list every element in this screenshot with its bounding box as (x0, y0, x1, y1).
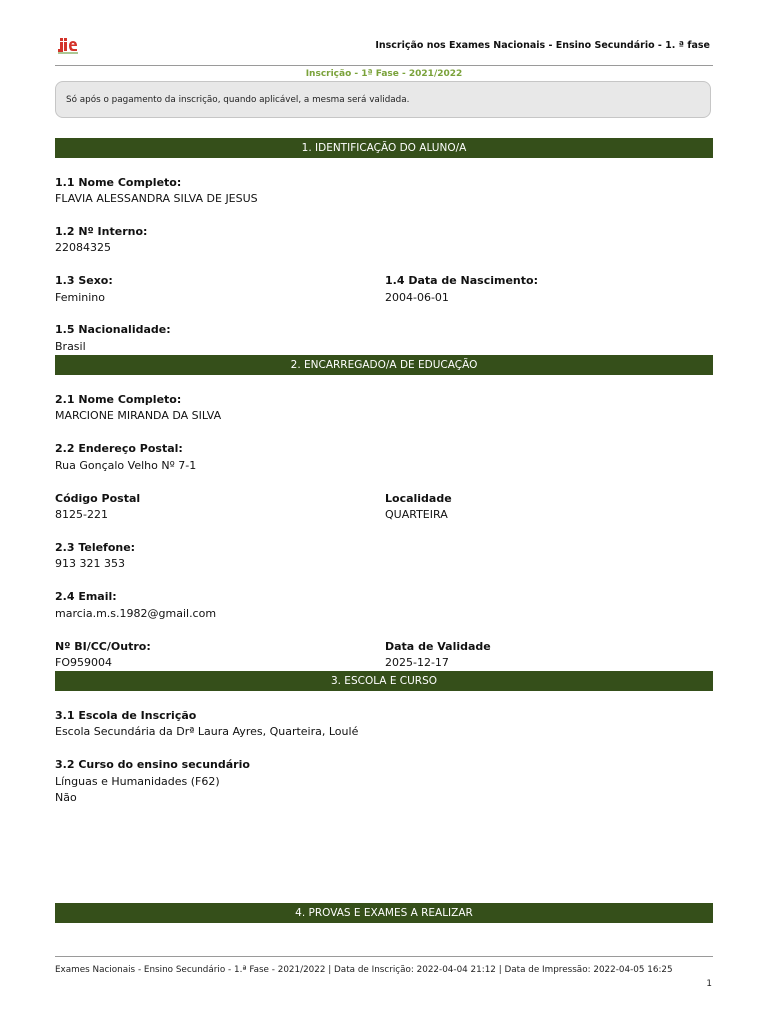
locality-value: QUARTEIRA (385, 508, 448, 521)
section-header-exams: 4. PROVAS E EXAMES A REALIZAR (55, 903, 713, 923)
postal-code-label: Código Postal (55, 492, 141, 505)
section-header-identification: 1. IDENTIFICAÇÃO DO ALUNO/A (55, 138, 713, 158)
student-name-label: 1.1 Nome Completo: (55, 176, 182, 189)
footer-divider (55, 956, 713, 957)
course-extra-value: Não (55, 791, 77, 804)
internal-number-label: 1.2 Nº Interno: (55, 225, 148, 238)
nationality-label: 1.5 Nacionalidade: (55, 323, 171, 336)
internal-number-value: 22084325 (55, 241, 111, 254)
sex-value: Feminino (55, 291, 105, 304)
birth-date-label: 1.4 Data de Nascimento: (385, 274, 538, 287)
postal-code-value: 8125-221 (55, 508, 108, 521)
course-value: Línguas e Humanidades (F62) (55, 775, 220, 788)
school-label: 3.1 Escola de Inscrição (55, 709, 197, 722)
jie-logo (58, 37, 78, 54)
school-value: Escola Secundária da Drª Laura Ayres, Quarteira, Loulé (55, 725, 359, 738)
footer-info: Exames Nacionais - Ensino Secundário - 1.ª Fase - 2021/2022 | Data de Inscrição: 2022-04-04 21:12 | Data de Impressão: 2022-04-05 16:25 (55, 965, 673, 975)
address-label: 2.2 Endereço Postal: (55, 442, 183, 455)
validity-date-value: 2025-12-17 (385, 656, 449, 669)
sex-label: 1.3 Sexo: (55, 274, 113, 287)
guardian-name-label: 2.1 Nome Completo: (55, 393, 182, 406)
section-header-guardian: 2. ENCARREGADO/A DE EDUCAÇÃO (55, 355, 713, 375)
locality-label: Localidade (385, 492, 452, 505)
birth-date-value: 2004-06-01 (385, 291, 449, 304)
section-header-school: 3. ESCOLA E CURSO (55, 671, 713, 691)
id-document-label: Nº BI/CC/Outro: (55, 640, 151, 653)
document-header-title: Inscrição nos Exames Nacionais - Ensino Secundário - 1. ª fase (375, 40, 710, 51)
phone-value: 913 321 353 (55, 557, 125, 570)
student-name-value: FLAVIA ALESSANDRA SILVA DE JESUS (55, 192, 258, 205)
page-number: 1 (706, 979, 712, 989)
guardian-name-value: MARCIONE MIRANDA DA SILVA (55, 409, 222, 422)
header-divider (55, 65, 713, 66)
email-label: 2.4 Email: (55, 590, 117, 603)
email-value: marcia.m.s.1982@gmail.com (55, 607, 217, 620)
payment-notice: Só após o pagamento da inscrição, quando aplicável, a mesma será validada. (55, 81, 711, 118)
validity-date-label: Data de Validade (385, 640, 491, 653)
course-label: 3.2 Curso do ensino secundário (55, 758, 250, 771)
phone-label: 2.3 Telefone: (55, 541, 136, 554)
nationality-value: Brasil (55, 340, 86, 353)
id-document-value: FO959004 (55, 656, 112, 669)
address-value: Rua Gonçalo Velho Nº 7-1 (55, 459, 197, 472)
document-subtitle: Inscrição - 1ª Fase - 2021/2022 (305, 69, 463, 79)
